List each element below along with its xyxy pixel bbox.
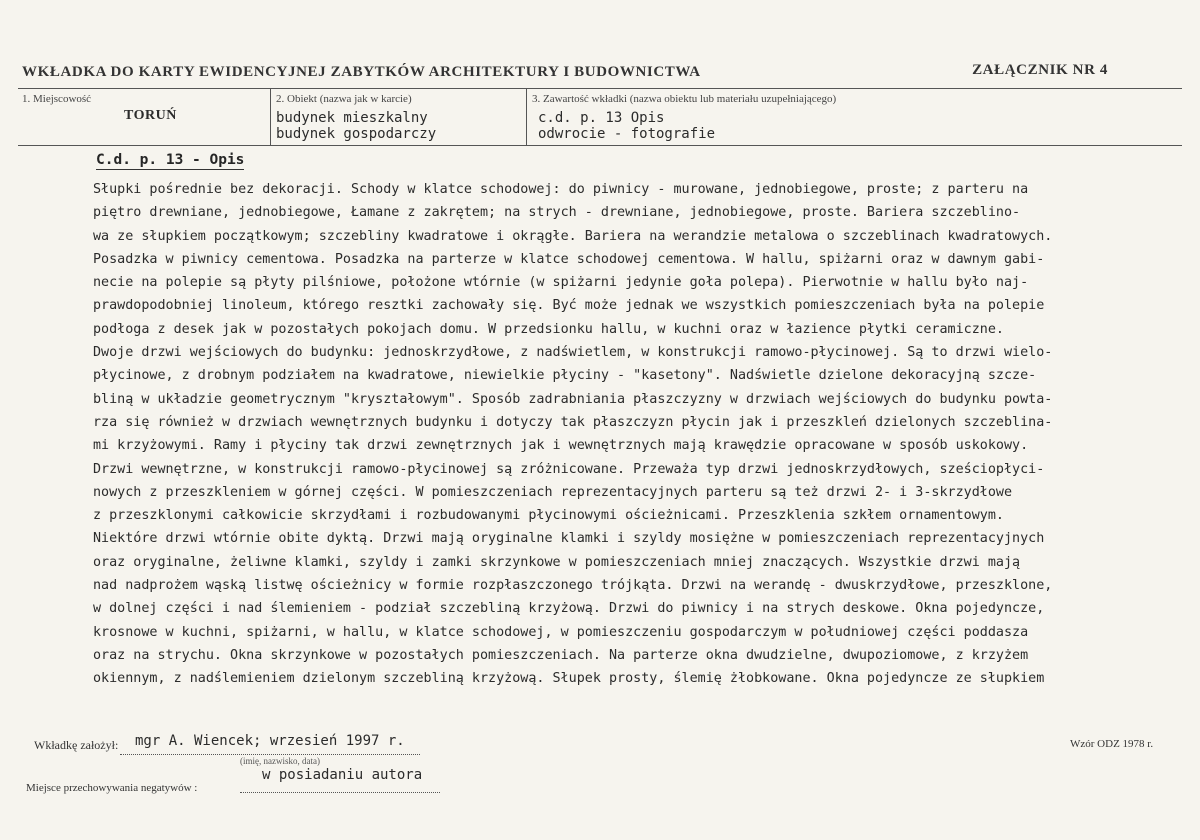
form-code: Wzór ODZ 1978 r. (1070, 738, 1154, 750)
text-line: płycinowe, z drobnym podziałem na kwadratowe, niewielkie płyciny - "kasetony". Nadświetle dzielone dekoracyjną szcze- (93, 368, 1037, 384)
text-line: oraz oryginalne, żeliwne klamki, szyldy i zamki skrzynkowe w pomieszczeniach mniej znaczących. Wszystkie drzwi mają (93, 554, 1021, 570)
object-value-1: budynek mieszkalny (276, 110, 428, 126)
text-line: Drzwi wewnętrzne, w konstrukcji ramowo-płycinowej są zróżnicowane. Przeważa typ drzwi jednoskrzydłowych, sześciopłyci- (93, 461, 1045, 477)
text-line: krosnowe w kuchni, spiżarni, w hallu, w klatce schodowej, w pomieszczeniu gospodarczym w południowej części poddasza (93, 624, 1029, 640)
text-line: bliną w układzie geometrycznym "kryształowym". Sposób zadrabniania płaszczyzny w drzwiach wejściowych do budynku powta- (93, 391, 1053, 407)
text-line: w dolnej części i nad ślemieniem - podział szczebliną krzyżową. Drzwi do piwnicy i na strych deskowe. Okna pojedyncze, (93, 601, 1045, 617)
field-divider-1 (270, 88, 271, 145)
text-line: wa ze słupkiem początkowym; szczebliny kwadratowe i okrągłe. Bariera na werandzie metalowa o szczeblinach kwadratowych. (93, 228, 1053, 244)
text-line: rza się również w drzwiach wewnętrznych budynku i dotyczy tak płaszczyzn płycin jak i przeszkleń dzielonych szczeblina- (93, 414, 1053, 430)
header-rule (18, 88, 1182, 89)
text-line: piętro drewniane, jednobiegowe, Łamane z zakrętem; na strych - drewniane, jednobiegowe, proste. Bariera szczeblino- (93, 205, 1021, 221)
text-line: Posadzka w piwnicy cementowa. Posadzka na parterze w klatce schodowej cementowa. W hallu, spiżarni oraz w dawnym gabi- (93, 251, 1045, 267)
negatives-value: w posiadaniu autora (262, 767, 423, 783)
content-label: 3. Zawartość wkładki (nazwa obiektu lub materiału uzupełniającego) (532, 93, 837, 105)
text-line: mi krzyżowymi. Ramy i płyciny tak drzwi zewnętrznych jak i wewnętrznych mają krawędzie opracowane w sposób uskokowy. (93, 438, 1029, 454)
description-text (93, 178, 1153, 691)
text-line: necie na polepie są płyty pilśniowe, położone wtórnie (w spiżarni jedynie goła polepa). Pierwotnie w hallu było naj- (93, 275, 1029, 291)
text-line: okiennym, z nadślemieniem dzielonym szczebliną krzyżową. Słupek prosty, ślemię żłobkowane. Okna pojedyncze ze słupkiem (93, 671, 1045, 687)
text-line: prawdopodobniej linoleum, którego resztki zachowały się. Być może jednak we wszystkich pomieszczeniach była na polepie (93, 298, 1045, 314)
location-value: TORUŃ (124, 108, 177, 123)
text-line: nad nadprożem wąską listwę ościeżnicy w formie rozpłaszczonego trójkąta. Drzwi na werandę - dwuskrzydłowe, przeszklone, (93, 578, 1053, 594)
text-line: Słupki pośrednie bez dekoracji. Schody w klatce schodowej: do piwnicy - murowane, jednobiegowe, proste; z parteru na (93, 182, 1029, 197)
text-line: podłoga z desek jak w pozostałych pokojach domu. W przedsionku hallu, w kuchni oraz w łazience płytki ceramiczne. (93, 321, 1004, 337)
negatives-label: Miejsce przechowywania negatywów : (26, 782, 198, 794)
annex-number: ZAŁĄCZNIK NR 4 (972, 62, 1108, 78)
text-line: Dwoje drzwi wejściowych do budynku: jednoskrzydłowe, z nadświetlem, w konstrukcji ramowo-płycinowej. Są to drzwi wielo- (93, 345, 1053, 361)
fields-bottom-rule (18, 145, 1182, 146)
text-line: Niektóre drzwi wtórnie obite dyktą. Drzwi mają oryginalne klamki i szyldy mosiężne w pomieszczeniach reprezentacyjnych (93, 531, 1045, 547)
author-value: mgr A. Wiencek; wrzesień 1997 r. (135, 733, 405, 749)
section-title: C.d. p. 13 - Opis (96, 152, 245, 168)
field-divider-2 (526, 88, 527, 145)
text-line: z przeszklonymi całkowicie skrzydłami i rozbudowanymi płycinowymi ościeżnicami. Przeszklenia szkłem ornamentowym. (93, 508, 1004, 524)
author-caption: (imię, nazwisko, data) (240, 756, 320, 766)
object-label: 2. Obiekt (nazwa jak w karcie) (276, 93, 412, 105)
object-value-2: budynek gospodarczy (276, 126, 437, 142)
location-label: 1. Miejscowość (22, 93, 92, 105)
negatives-line (240, 792, 440, 793)
author-label: Wkładkę założył: (34, 738, 119, 752)
text-line: oraz na strychu. Okna skrzynkowe w pozostałych pomieszczeniach. Na parterze okna dwudzielne, dwupoziomowe, z krzyżem (93, 647, 1029, 663)
card-title: WKŁADKA DO KARTY EWIDENCYJNEJ ZABYTKÓW ARCHITEKTURY I BUDOWNICTWA (22, 64, 701, 80)
author-line (120, 754, 420, 755)
content-value-2: odwrocie - fotografie (538, 126, 716, 142)
content-value-1: c.d. p. 13 Opis (538, 110, 665, 126)
text-line: nowych z przeszkleniem w górnej części. W pomieszczeniach reprezentacyjnych parteru są też drzwi 2- i 3-skrzydłowe (93, 484, 1013, 500)
